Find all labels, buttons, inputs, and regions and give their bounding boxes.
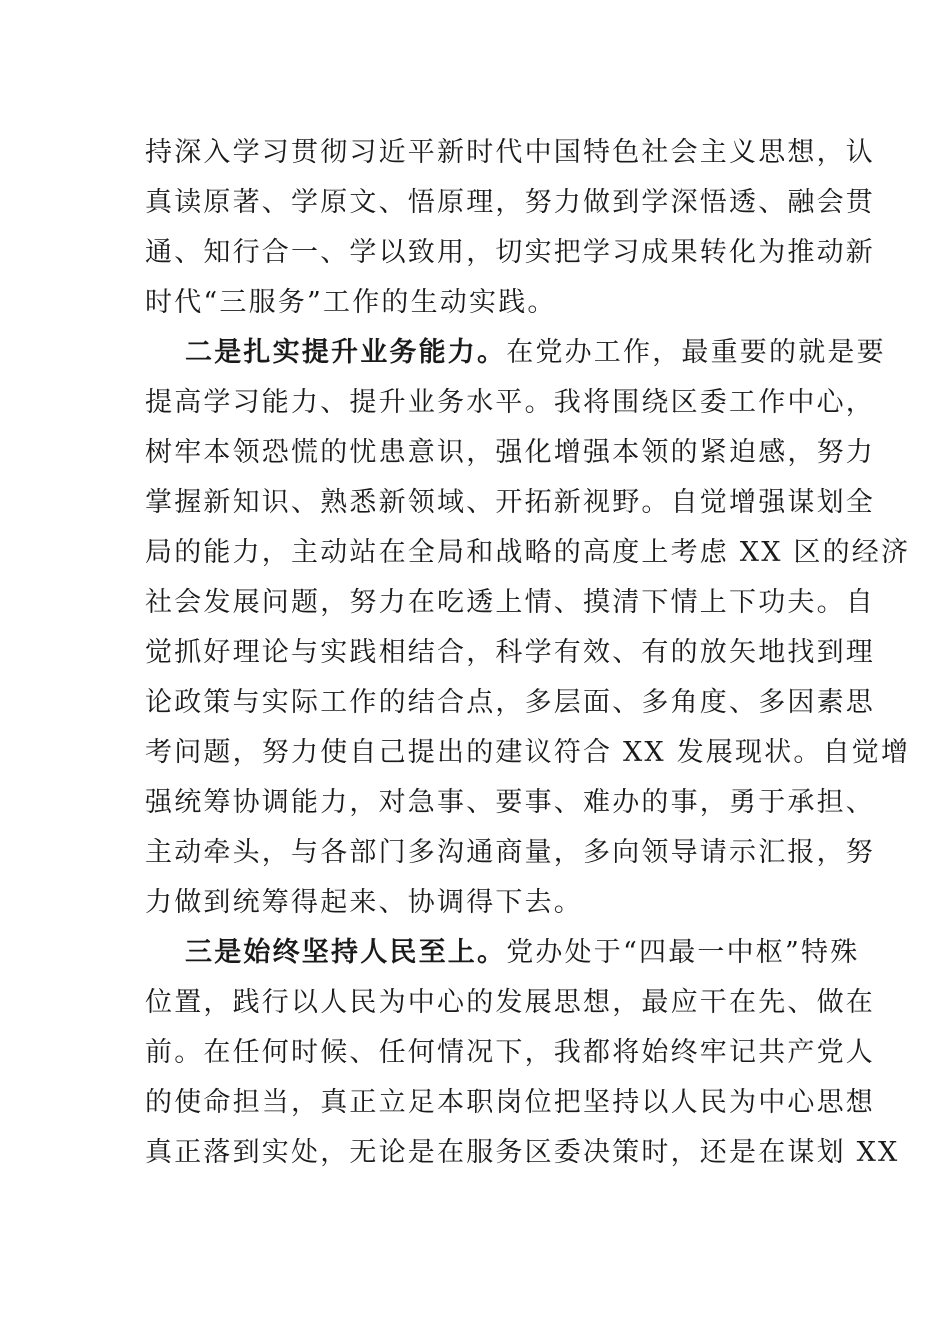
paragraph-2-line-3: 树牢本领恐慌的忧患意识，强化增强本领的紧迫感，努力 <box>145 437 875 468</box>
paragraph-2-first-line-text: 在党办工作，最重要的就是要 <box>506 337 886 368</box>
paragraph-2-line-2: 提高学习能力、提升业务水平。我将围绕区委工作中心， <box>145 387 875 418</box>
paragraph-3-heading: 三是始终坚持人民至上。 <box>185 937 507 968</box>
paragraph-3-line-5: 真正落到实处，无论是在服务区委决策时，还是在谋划 XX <box>145 1137 900 1168</box>
paragraph-3-line-4: 的使命担当，真正立足本职岗位把坚持以人民为中心思想 <box>145 1087 875 1118</box>
paragraph-2-first-line <box>185 328 886 378</box>
paragraph-1-line-4: 时代“三服务”工作的生动实践。 <box>145 287 557 318</box>
paragraph-2-line-4: 掌握新知识、熟悉新领域、开拓新视野。自觉增强谋划全 <box>145 487 875 518</box>
paragraph-2-line-12: 力做到统筹得起来、协调得下去。 <box>145 887 583 918</box>
paragraph-2-line-8: 论政策与实际工作的结合点，多层面、多角度、多因素思 <box>145 687 875 718</box>
paragraph-2-line-5: 局的能力，主动站在全局和战略的高度上考虑 XX 区的经济 <box>145 537 911 568</box>
paragraph-1-line-3: 通、知行合一、学以致用，切实把学习成果转化为推动新 <box>145 237 875 268</box>
paragraph-3-first-line-text: 党办处于“四最一中枢”特殊 <box>506 937 860 968</box>
paragraph-2-line-7: 觉抓好理论与实践相结合，科学有效、有的放矢地找到理 <box>145 637 875 668</box>
paragraph-2-line-11: 主动牵头，与各部门多沟通商量，多向领导请示汇报，努 <box>145 837 875 868</box>
paragraph-2-line-9: 考问题，努力使自己提出的建议符合 XX 发展现状。自觉增 <box>145 737 911 768</box>
paragraph-2-line-6: 社会发展问题，努力在吃透上情、摸清下情上下功夫。自 <box>145 587 875 618</box>
paragraph-1-line-2: 真读原著、学原文、悟原理，努力做到学深悟透、融会贯 <box>145 187 875 218</box>
paragraph-2-heading: 二是扎实提升业务能力。 <box>185 337 507 368</box>
paragraph-1-line-1: 持深入学习贯彻习近平新时代中国特色社会主义思想，认 <box>145 137 875 168</box>
paragraph-3-line-3: 前。在任何时候、任何情况下，我都将始终牢记共产党人 <box>145 1037 875 1068</box>
paragraph-3-first-line <box>185 928 860 978</box>
paragraph-2-line-10: 强统筹协调能力，对急事、要事、难办的事，勇于承担、 <box>145 787 875 818</box>
paragraph-3-line-2: 位置，践行以人民为中心的发展思想，最应干在先、做在 <box>145 987 875 1018</box>
